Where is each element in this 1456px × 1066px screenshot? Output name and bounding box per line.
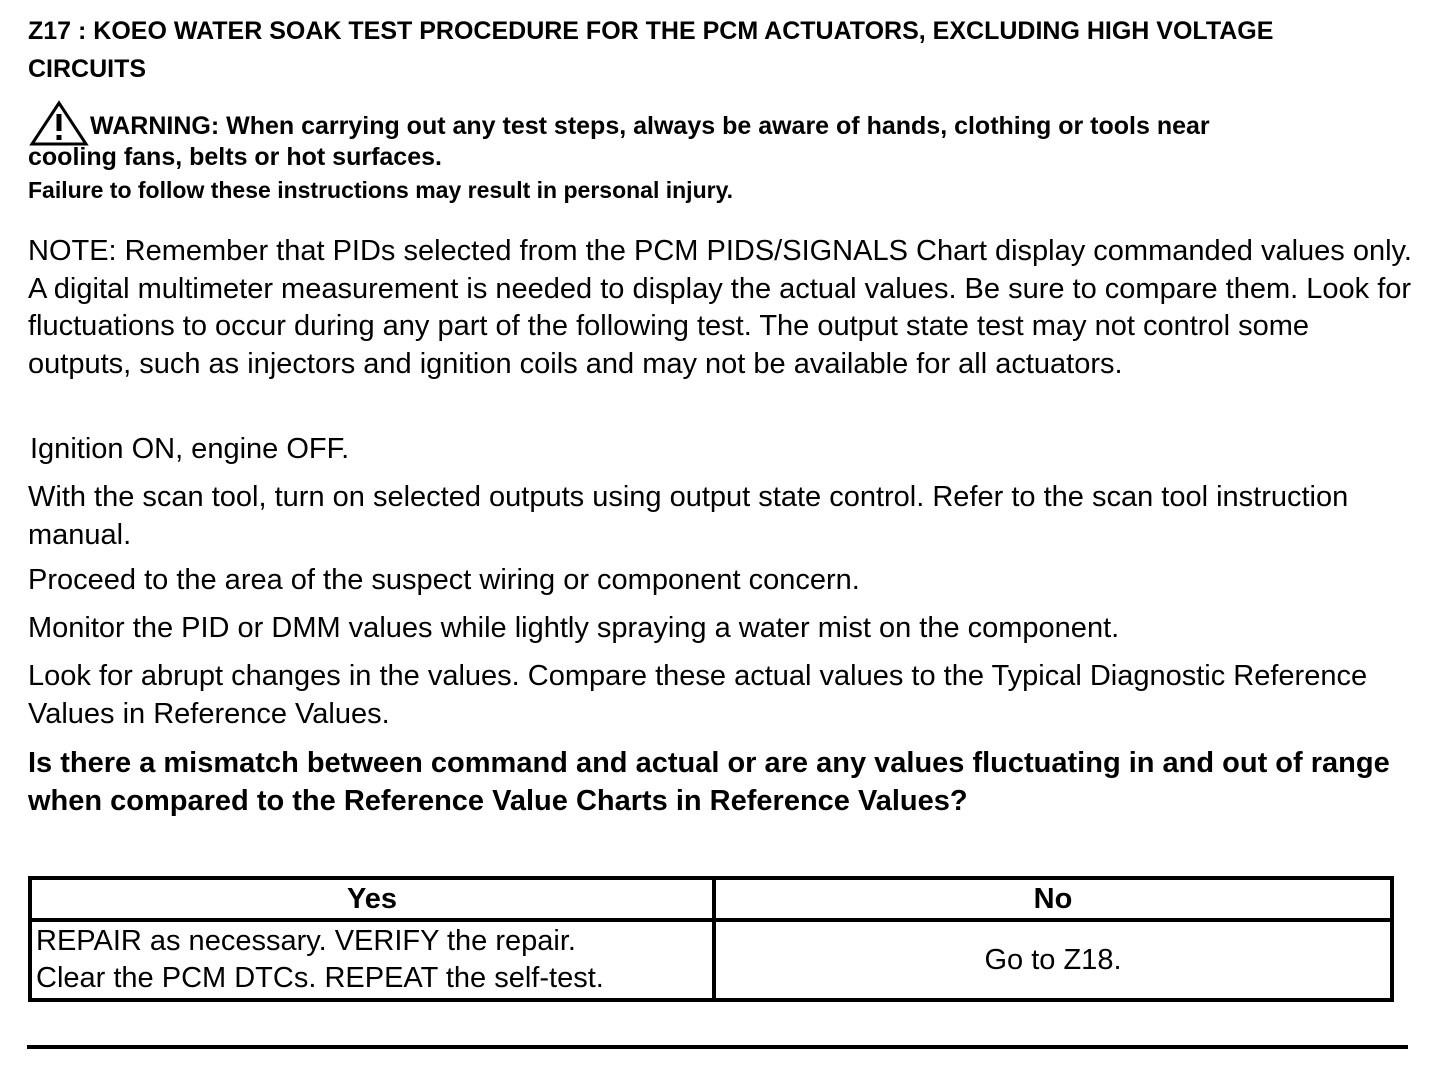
- table-row: [30, 920, 1392, 1000]
- step-monitor: Monitor the PID or DMM values while lightly spraying a water mist on the component.: [28, 612, 1120, 644]
- step-scan-tool: With the scan tool, turn on selected outputs using output state control. Refer to the scan tool instruction manual.: [28, 481, 1349, 551]
- note-paragraph: NOTE: Remember that PIDs selected from the PCM PIDS/SIGNALS Chart display commanded values only. A digital multimeter measurement is needed to display the actual values. Be sure to compare them. Look for fluctuations to occur during any part of the following test. The output state test may not control some outputs, such as injectors and ignition coils and may not be available for all actuators.: [28, 235, 1412, 380]
- question-text: Is there a mismatch between command and actual or are any values fluctuating in and out of range when compared to the Reference Value Charts in Reference Values?: [28, 747, 1390, 817]
- yes-action-line: Clear the PCM DTCs. REPEAT the self-test.: [36, 962, 604, 994]
- warning-failure-text: Failure to follow these instructions may result in personal injury.: [28, 177, 734, 203]
- step-ignition: Ignition ON, engine OFF.: [30, 433, 350, 465]
- bottom-divider: [27, 1045, 1408, 1049]
- table-header-row: [30, 878, 1392, 920]
- warning-text-continued: cooling fans, belts or hot surfaces.: [28, 143, 442, 171]
- no-header: No: [714, 878, 1392, 920]
- warning-block: [28, 100, 1418, 207]
- step-look-for-changes: Look for abrupt changes in the values. Compare these actual values to the Typical Diagnostic Reference Values in Reference Values.: [28, 660, 1368, 730]
- warning-line: [28, 100, 1418, 143]
- no-cell: Go to Z18.: [714, 920, 1392, 1000]
- warning-triangle-icon: [28, 100, 90, 146]
- yes-header: Yes: [30, 878, 714, 920]
- yes-no-table: [28, 876, 1394, 1002]
- step-proceed: Proceed to the area of the suspect wiring or component concern.: [28, 564, 860, 596]
- yes-cell: [30, 920, 714, 1000]
- page-title: Z17 : KOEO WATER SOAK TEST PROCEDURE FOR THE PCM ACTUATORS, EXCLUDING HIGH VOLTAGE CIRCUITS: [28, 17, 1274, 83]
- yes-action-line: REPAIR as necessary. VERIFY the repair.: [36, 925, 576, 957]
- warning-text: WARNING: When carrying out any test steps, always be aware of hands, clothing or tools near: [90, 112, 1210, 140]
